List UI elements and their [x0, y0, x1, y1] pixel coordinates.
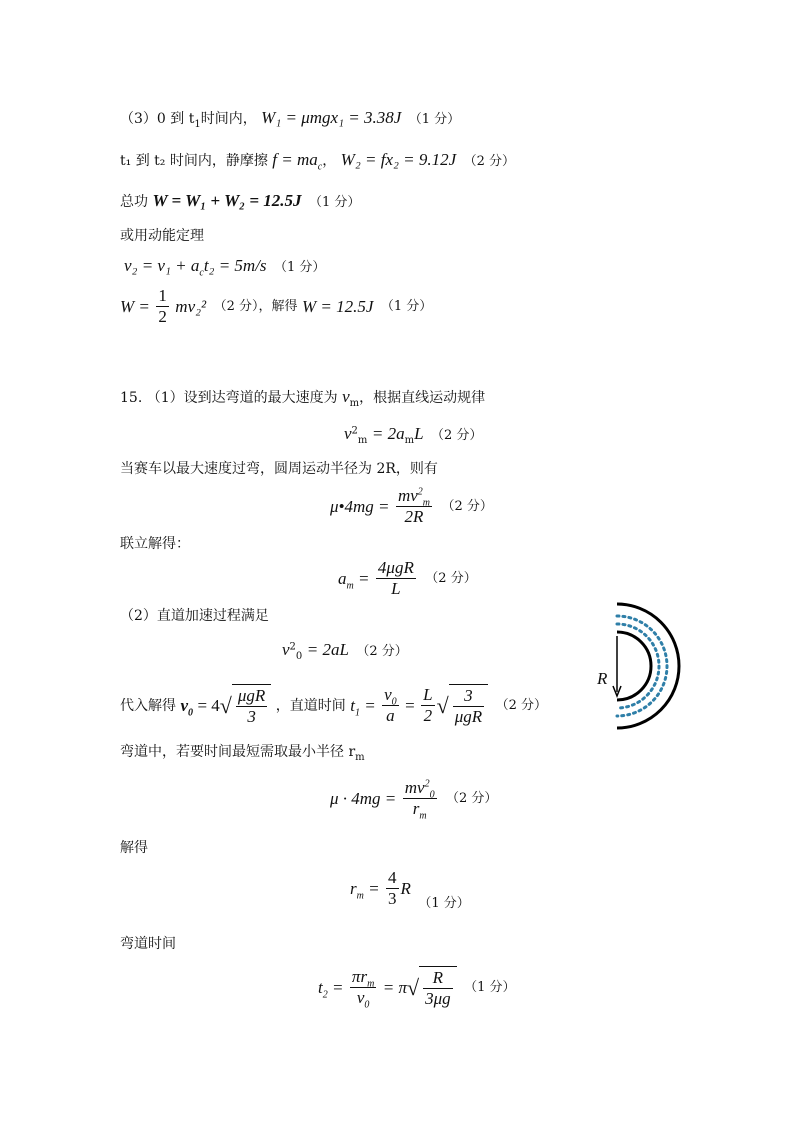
q15-eq1: $v^2_m = 2a_mL$ （2 分）: [344, 424, 483, 446]
friction-equation: $f = ma_c$: [272, 150, 323, 173]
q15-eq2: μ•4mg = $\frac{mv^2_m}{2R}$ （2 分）: [330, 486, 493, 526]
q15-eq3: $a_m$ = $\frac{\text{4μgR}}{L}$ （2 分）: [338, 558, 477, 598]
work-w2-equation: W₂ = fx₂ = 9.12J: [340, 150, 457, 169]
q15-text7: 解得: [120, 840, 148, 856]
q15-eq8: $t_2$ = $\frac{\pi r_m}{v_0}$ = π √ $\frac{R}{3\mu g}$ （1 分）: [318, 967, 516, 1011]
q15-text2: 当赛车以最大速度过弯，圆周运动半径为 2R，则有: [120, 461, 438, 477]
part3-line1: （3）0 到 $t_1$时间内， W₁ = μmgx₁ = 3.38J （1 分）: [120, 108, 461, 130]
part3-line4: 或用动能定理: [120, 228, 204, 244]
q15-part2-intro: （2）直道加速过程满足: [120, 608, 269, 624]
q15-text8: 弯道时间: [120, 936, 176, 952]
half-fraction: $\frac{1}{2}$: [158, 286, 167, 326]
q15-text3: 联立解得：: [120, 536, 190, 552]
work-w1-equation: W₁ = μmgx₁ = 3.38J: [261, 108, 402, 127]
q15-intro: 15. （1）设到达弯道的最大速度为 $v_m$，根据直线运动规律: [120, 387, 486, 409]
outer-track-arc: [617, 604, 679, 728]
velocity-v2-equation: $v_2 = v_1 + a_ct_2 = 5m/s$: [124, 256, 267, 279]
q15-eq7: $r_m$ = $\frac{4}{3}$ R （1 分）: [350, 868, 470, 911]
q15-eq5: 代入解得 $v_0 = 4$ √ $\frac{\text{μgR}}{3}$ ，直道时间 $t_1$ = $\frac{v_0}{a}$ = $\frac{L}{2}$ √ $\frac{3}{\text{μgR}}$ （2 分）: [120, 685, 547, 726]
part3-line2: t₁ 到 t₂ 时间内，静摩擦 $f = ma_c$， W₂ = fx₂ = 9.12J （2 分）: [120, 150, 516, 173]
part3-line3: 总功 W = W₁ + W₂ = 12.5J （1 分）: [120, 191, 361, 210]
radius-label: R: [597, 669, 608, 688]
inner-track-arc: [617, 632, 651, 700]
q15-text6: 弯道中，若要时间最短需取最小半径 $r_m$: [120, 744, 365, 763]
dotted-path-inner: [617, 624, 659, 708]
part3-line6: W = $\frac{1}{2}$ mv₂² （2 分），解得 W = 12.5J （1 分）: [120, 286, 433, 326]
curve-track-diagram: [612, 600, 684, 732]
kinetic-energy-result: W = 12.5J: [301, 296, 374, 316]
total-work-equation: W = W₁ + W₂ = 12.5J: [152, 191, 302, 210]
q15-eq4: $v^2_0 = 2aL$ （2 分）: [282, 640, 408, 662]
part3-line5: $v_2 = v_1 + a_ct_2 = 5m/s$ （1 分）: [124, 256, 326, 279]
q15-eq6: μ · 4mg = $\frac{mv^2_0}{r_m}$ （2 分）: [330, 778, 498, 822]
